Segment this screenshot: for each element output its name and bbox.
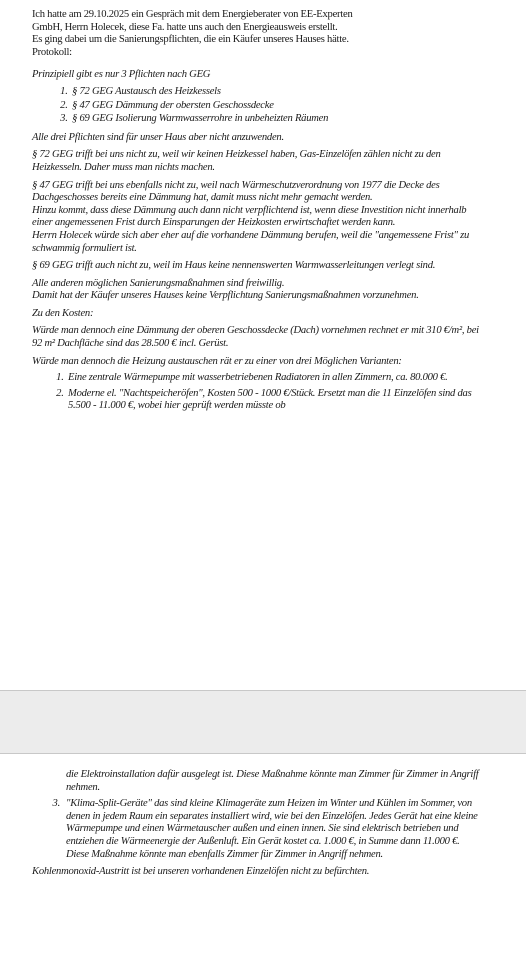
intro-line: GmbH, Herrn Holecek, diese Fa. hatte uns auch den Energieausweis erstellt. — [32, 21, 338, 33]
page-2-content — [32, 769, 482, 884]
heating-intro-text: Würde man dennoch die Heizung austauschen rät er zu einer von drei Möglichen Varianten: — [32, 355, 402, 367]
protocol-label: Protokoll: — [32, 46, 72, 58]
variant-item: 2. Moderne el. "Nachtspeicheröfen", Kosten 500 - 1000 €/Stück. Ersetzt man die 11 Einzelöfen sind das 5.500 - 11.000 €, wobei hier geprüft werden müsste ob — [66, 388, 482, 413]
variant-number: 3. — [52, 798, 60, 810]
duty-item: 3. § 69 GEG Isolierung Warmwasserrohre in unbeheizten Räumen — [70, 113, 482, 126]
costs-heading: Zu den Kosten: — [32, 307, 94, 319]
paragraph-69: § 69 GEG trifft auch nicht zu, weil im Haus keine nennenswerten Warmwasserleitungen verlegt sind. — [32, 260, 436, 272]
all-three-text: Alle drei Pflichten sind für unser Haus aber nicht anzuwenden. — [32, 131, 284, 143]
intro-paragraph — [32, 9, 482, 59]
duty-item: 2. § 47 GEG Dämmung der obersten Geschossdecke — [70, 100, 482, 113]
intro-line: Es ging dabei um die Sanierungspflichten, die ein Käufer unseres Hauses hätte. — [32, 34, 349, 46]
duties-list — [32, 86, 482, 126]
variants-list — [32, 372, 482, 413]
document-page-2 — [0, 754, 526, 960]
co-note-text: Kohlenmonoxid-Austritt ist bei unseren vorhandenen Einzelöfen nicht zu befürchten. — [32, 866, 370, 878]
variant-2-continuation: die Elektroinstallation dafür ausgelegt ist. Diese Maßnahme könnte man Zimmer für Zimmer in Angriff nehmen. — [66, 769, 479, 793]
paragraph-47-b: Hinzu kommt, dass diese Dämmung auch dann nicht verpflichtend ist, wenn diese Investition nicht innerhalb einer angemessenen Frist durch Einsparungen der Heizkosten erwirtschaftet werden kann. — [32, 204, 467, 229]
paragraph-47-a: § 47 GEG trifft bei uns ebenfalls nicht zu, weil nach Wärmeschutzverordnung von 1977 die Decke des Dachgeschosses bereits eine Dämmung hat, damit muss nicht mehr gemacht werden. — [32, 179, 440, 204]
no-obligation-text: Damit hat der Käufer unseres Hauses keine Verpflichtung Sanierungsmaßnahmen vorzunehmen. — [32, 290, 419, 302]
page-separator — [0, 690, 526, 754]
paragraph-72: § 72 GEG trifft bei uns nicht zu, weil wir keinen Heizkessel haben, Gas-Einzelöfen zählen nicht zu den Heizkesseln. Daher muss man nichts machen. — [32, 149, 441, 173]
variant-item: 1. Eine zentrale Wärmepumpe mit wasserbetriebenen Radiatoren in allen Zimmern, ca. 80.000 €. — [66, 372, 482, 385]
variant-item-3 — [32, 798, 482, 861]
intro-line: Ich hatte am 29.10.2025 ein Gespräch mit dem Energieberater von EE-Experten — [32, 9, 353, 20]
page-1-content — [32, 9, 482, 419]
variant-text: "Klima-Split-Geräte" das sind kleine Klimageräte zum Heizen im Winter und Kühlen im Sommer, von denen in jedem Raum ein separates installiert wird, wie bei den Einzelöfen. Jedes Gerät hat eine kleine Wärmepumpe und einen Wärmetauscher außen und einen innen. Sie sind elektrisch betrieben und entziehen die Wärmeenergie der Außenluft. Ein Gerät kostet ca. 1.000 €, in Summe dann 11.000 €. Diese Maßnahme könnte man ebenfalls Zimmer für Zimmer in Angriff nehmen. — [66, 798, 478, 860]
principle-text: Prinzipiell gibt es nur 3 Pflichten nach GEG — [32, 69, 211, 81]
voluntary-text: Alle anderen möglichen Sanierungsmaßnahmen sind freiwillig. — [32, 277, 285, 289]
insulation-cost-text: Würde man dennoch eine Dämmung der oberen Geschossdecke (Dach) vornehmen rechnet er mit 310 €/m², bei 92 m² Dachfläche sind das 28.500 € incl. Gerüst. — [32, 325, 479, 350]
duty-item: 1. § 72 GEG Austausch des Heizkessels — [70, 86, 482, 99]
paragraph-47-c: Herrn Holecek würde sich aber eher auf die vorhandene Dämmung berufen, weil die "angemessene Frist" zu schwammig formuliert ist. — [32, 229, 470, 254]
